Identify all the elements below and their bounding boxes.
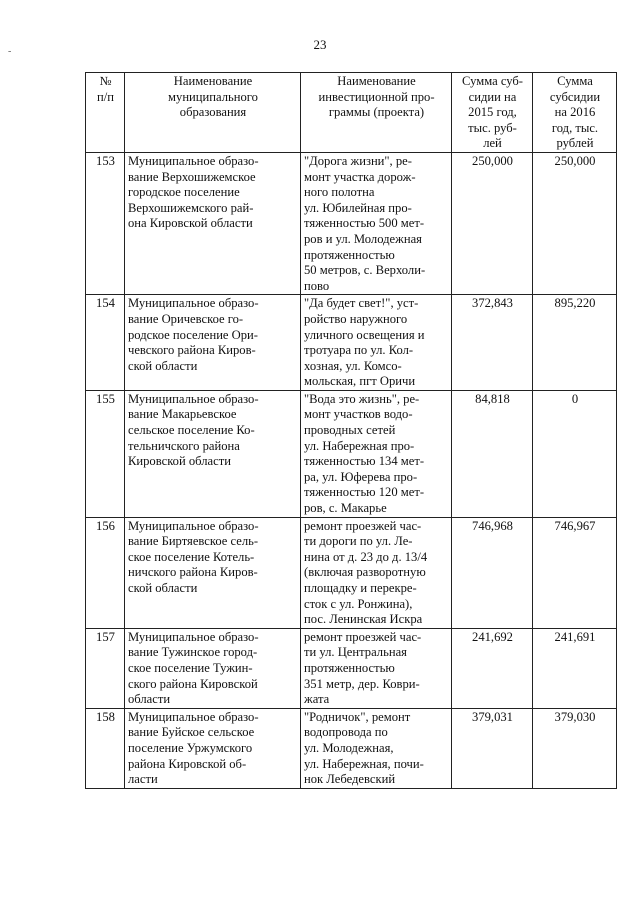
subsidy-table xyxy=(85,72,617,789)
program-name: "Да будет свет!", уст- ройство наружного уличного освещения и тротуара по ул. Кол- хозная, ул. Комсо- мольская, пгт Оричи xyxy=(301,295,452,391)
municipality-name: Муниципальное образо- вание Буйское сельское поселение Уржумского района Кировской об- ласти xyxy=(125,708,301,788)
row-number: 156 xyxy=(86,517,125,628)
table-row xyxy=(86,628,617,708)
row-number: 154 xyxy=(86,295,125,391)
program-name: ремонт проезжей час- ти дороги по ул. Ле- нина от д. 23 до д. 13/4 (включая разворотную площадку и перекре- сток с ул. Ронжина), пос. Ленинская Искра xyxy=(301,517,452,628)
row-number: 153 xyxy=(86,152,125,294)
header-number: № п/п xyxy=(86,73,125,153)
municipality-name: Муниципальное образо- вание Биртяевское сель- ское поселение Котель- ничского района Киров- ской области xyxy=(125,517,301,628)
subsidy-2015: 746,968 xyxy=(452,517,533,628)
subsidy-2015: 372,843 xyxy=(452,295,533,391)
row-number: 157 xyxy=(86,628,125,708)
program-name: "Вода это жизнь", ре- монт участков водо- проводных сетей ул. Набережная про- тяженностью 134 мет- ра, ул. Юферева про- тяженностью 120 мет- ров, с. Макарье xyxy=(301,390,452,517)
subsidy-2016: 746,967 xyxy=(533,517,617,628)
municipality-name: Муниципальное образо- вание Оричевское го- родское поселение Ори- чевского района Киров- ской области xyxy=(125,295,301,391)
subsidy-2016: 241,691 xyxy=(533,628,617,708)
subsidy-2016: 895,220 xyxy=(533,295,617,391)
municipality-name: Муниципальное образо- вание Тужинское город- ское поселение Тужин- ского района Кировской области xyxy=(125,628,301,708)
table-header-row xyxy=(86,73,617,153)
subsidy-2015: 379,031 xyxy=(452,708,533,788)
table-row xyxy=(86,152,617,294)
margin-mark: - xyxy=(8,46,12,57)
table-row xyxy=(86,517,617,628)
program-name: "Дорога жизни", ре- монт участка дорож- ного полотна ул. Юбилейная про- тяженностью 500 мет- ров и ул. Молодежная протяженностью 50 метров, с. Верхоли- пово xyxy=(301,152,452,294)
header-program: Наименование инвестиционной про- граммы (проекта) xyxy=(301,73,452,153)
table-row xyxy=(86,708,617,788)
program-name: "Родничок", ремонт водопровода по ул. Молодежная, ул. Набережная, почи- нок Лебедевский xyxy=(301,708,452,788)
subsidy-2016: 250,000 xyxy=(533,152,617,294)
header-subsidy-2016: Сумма субсидии на 2016 год, тыс. рублей xyxy=(533,73,617,153)
municipality-name: Муниципальное образо- вание Верхошижемское городское поселение Верхошижемского рай- она Кировской области xyxy=(125,152,301,294)
header-subsidy-2015: Сумма суб- сидии на 2015 год, тыс. руб- лей xyxy=(452,73,533,153)
header-municipality: Наименование муниципального образования xyxy=(125,73,301,153)
subsidy-2015: 241,692 xyxy=(452,628,533,708)
page-number: 23 xyxy=(313,37,327,52)
table-row xyxy=(86,390,617,517)
row-number: 158 xyxy=(86,708,125,788)
program-name: ремонт проезжей час- ти ул. Центральная протяженностью 351 метр, дер. Коври- жата xyxy=(301,628,452,708)
subsidy-2016: 379,030 xyxy=(533,708,617,788)
subsidy-2015: 84,818 xyxy=(452,390,533,517)
table-row xyxy=(86,295,617,391)
row-number: 155 xyxy=(86,390,125,517)
subsidy-2015: 250,000 xyxy=(452,152,533,294)
municipality-name: Муниципальное образо- вание Макарьевское сельское поселение Ко- тельничского района Кировской области xyxy=(125,390,301,517)
subsidy-2016: 0 xyxy=(533,390,617,517)
